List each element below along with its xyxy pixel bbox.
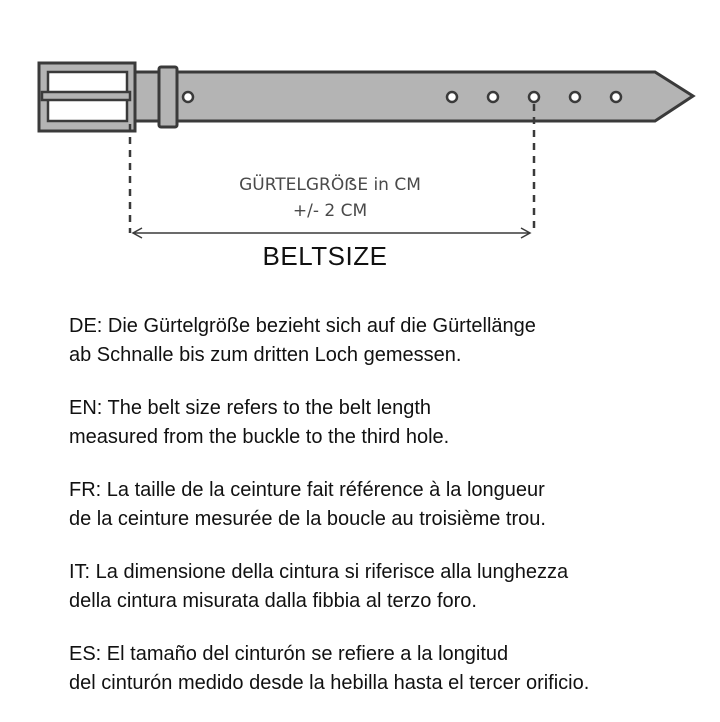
buckle-prong	[42, 92, 130, 100]
belt-hole	[570, 92, 580, 102]
description-line: ES: El tamaño del cinturón se refiere a la longitud	[69, 643, 509, 665]
description-line: IT: La dimensione della cintura si riferisce alla lunghezza	[69, 561, 569, 583]
belt-keeper-loop	[159, 67, 177, 127]
belt-hole	[611, 92, 621, 102]
belt-hole	[488, 92, 498, 102]
description-line: de la ceinture mesurée de la boucle au troisième trou.	[69, 508, 546, 530]
description-en	[69, 394, 709, 452]
beltsize-caption: BELTSIZE	[262, 241, 388, 271]
description-line: measured from the buckle to the third hole.	[69, 426, 450, 448]
description-line: DE: Die Gürtelgröße bezieht sich auf die Gürtellänge	[69, 315, 536, 337]
description-line: FR: La taille de la ceinture fait référence à la longueur	[69, 479, 545, 501]
description-line: ab Schnalle bis zum dritten Loch gemessen.	[69, 344, 462, 366]
description-es	[69, 640, 709, 698]
size-descriptions	[69, 312, 709, 722]
description-line: EN: The belt size refers to the belt length	[69, 397, 432, 419]
belt-size-label-cm: GÜRTELGRÖẞE in CM	[239, 175, 421, 195]
belt-hole-measured	[529, 92, 539, 102]
description-it	[69, 558, 709, 616]
description-line: della cintura misurata dalla fibbia al terzo foro.	[69, 590, 477, 612]
belt-size-tolerance: +/- 2 CM	[292, 201, 368, 221]
description-line: del cinturón medido desde la hebilla hasta el tercer orificio.	[69, 672, 590, 694]
belt-stitch-hole	[183, 92, 193, 102]
description-fr	[69, 476, 709, 534]
description-de	[69, 312, 709, 370]
belt-hole	[447, 92, 457, 102]
